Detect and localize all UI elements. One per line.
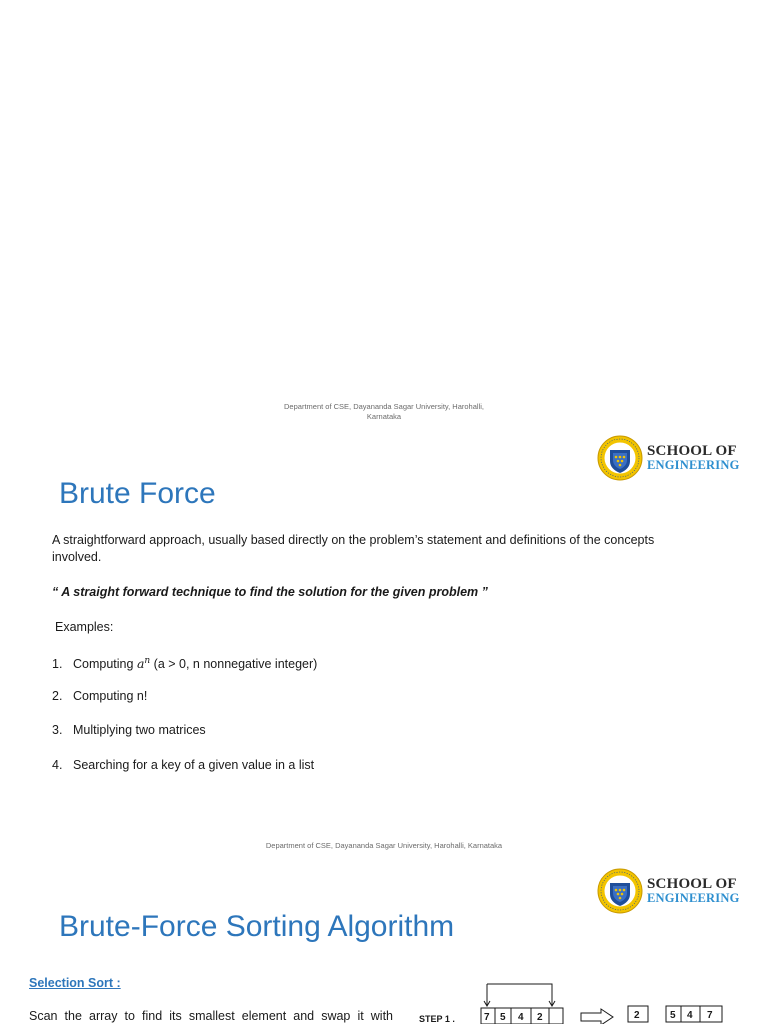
- slide-footer-top: [0, 402, 768, 422]
- list-number: 4.: [52, 758, 63, 772]
- list-item: [52, 653, 317, 673]
- university-seal-icon: [597, 868, 643, 914]
- school-logo: [597, 435, 740, 481]
- slide-title-brute-force: Brute Force: [59, 477, 216, 510]
- logo-line-1: SCHOOL OF: [647, 443, 737, 459]
- logo-line-2: ENGINEERING: [647, 458, 740, 472]
- list-number: 3.: [52, 723, 63, 737]
- logo-line-1: SCHOOL OF: [647, 876, 737, 892]
- slide-title-sorting: Brute-Force Sorting Algorithm: [59, 910, 455, 943]
- selection-sort-description: Scan the array to find its smallest element and swap it with: [29, 1009, 393, 1023]
- array-cell: 2: [537, 1012, 543, 1023]
- list-number: 2.: [52, 689, 63, 703]
- list-text: Computing n!: [73, 689, 148, 703]
- slide-footer-mid: Department of CSE, Dayananda Sagar University, Harohalli, Karnataka: [265, 841, 503, 850]
- array-cell: 2: [634, 1010, 640, 1021]
- step-label: STEP 1 .: [419, 1014, 455, 1024]
- math-base: a: [136, 656, 145, 672]
- list-item: [52, 757, 314, 774]
- transform-arrow-icon: [581, 1009, 613, 1024]
- array-cell: 5: [670, 1010, 676, 1021]
- list-text-suffix: (a > 0, n nonnegative integer): [150, 657, 318, 672]
- footer-line-1: Department of CSE, Dayananda Sagar University, Harohalli,: [284, 402, 484, 411]
- list-number: 1.: [52, 657, 63, 672]
- array-cell: 4: [518, 1012, 524, 1023]
- array-cell: 7: [707, 1010, 713, 1021]
- list-item: [52, 722, 206, 739]
- logo-text: [647, 877, 740, 905]
- array-cell: 4: [687, 1010, 693, 1021]
- list-text: Searching for a key of a given value in a list: [73, 758, 315, 772]
- school-logo: [597, 868, 740, 914]
- intro-paragraph: A straightforward approach, usually based directly on the problem’s statement and definitions of the concepts involved.: [52, 533, 655, 564]
- list-item: [52, 688, 147, 705]
- list-text-prefix: Computing: [73, 657, 137, 672]
- selection-sort-diagram: [415, 976, 755, 1024]
- array-cell: 5: [500, 1012, 506, 1023]
- university-seal-icon: [597, 435, 643, 481]
- array-cell: 7: [484, 1012, 490, 1023]
- logo-text: [647, 444, 740, 472]
- definition-quote: “ A straight forward technique to find the solution for the given problem ”: [52, 585, 488, 599]
- list-text: Multiplying two matrices: [73, 723, 206, 737]
- logo-line-2: ENGINEERING: [647, 891, 740, 905]
- swap-bracket: [487, 984, 552, 1005]
- math-exponent: n: [144, 656, 151, 666]
- selection-sort-heading: Selection Sort :: [29, 976, 121, 990]
- footer-line-2: Karnataka: [366, 412, 402, 421]
- examples-label: Examples:: [55, 620, 114, 634]
